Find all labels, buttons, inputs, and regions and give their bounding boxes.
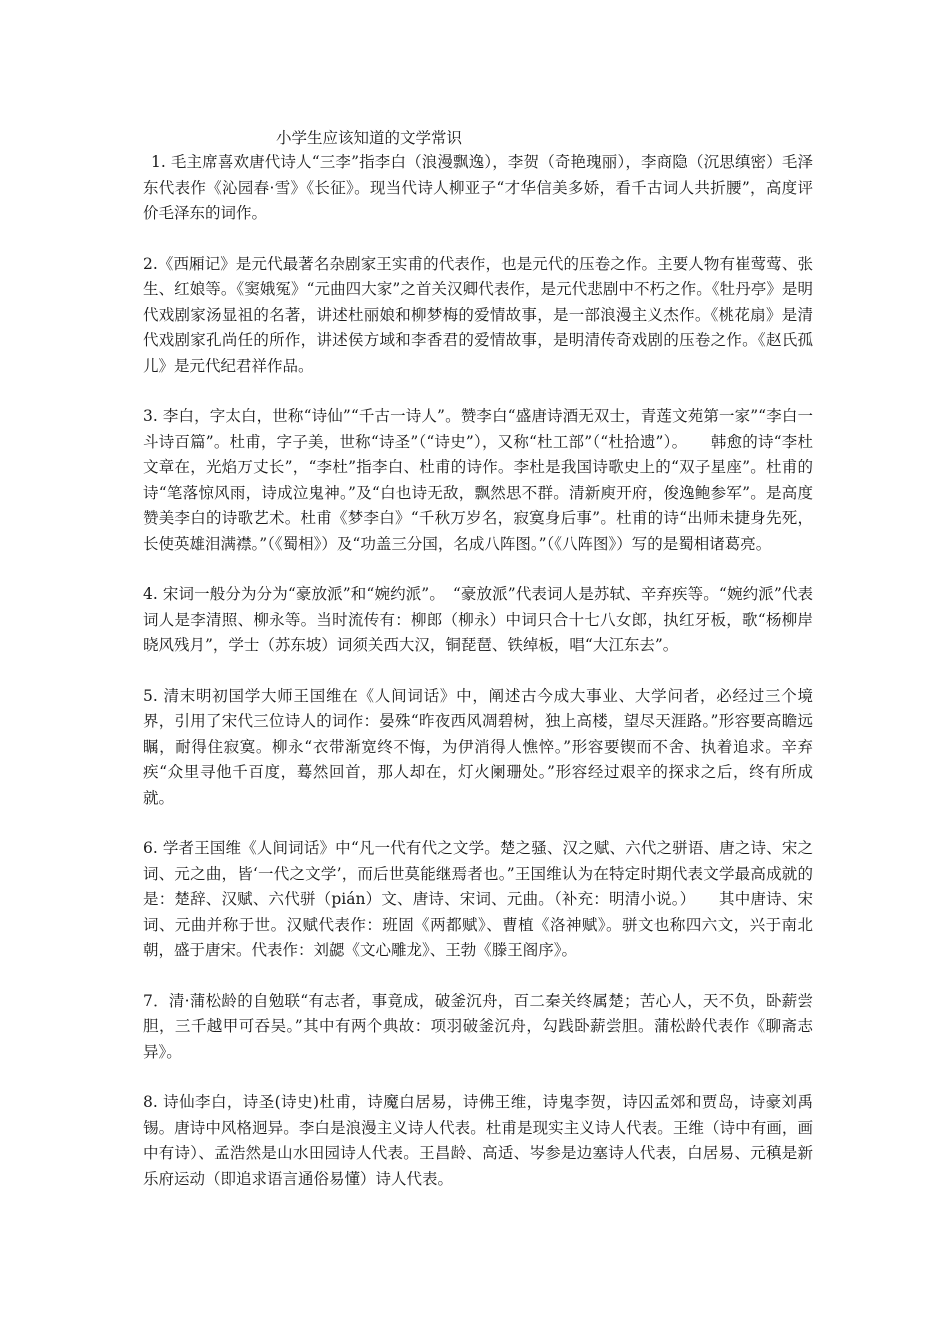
paragraph-7: 7．清·蒲松龄的自勉联“有志者，事竟成，破釜沉舟，百二秦关终属楚；苦心人，天不负，卧薪尝胆，三千越甲可吞吴。”其中有两个典故：项羽破釜沉舟，勾践卧薪尝胆。蒲松龄代表作《聊斋志异》。	[143, 991, 813, 1061]
paragraph-4: 4. 宋词一般分为分为“豪放派”和“婉约派”。 “豪放派”代表词人是苏轼、辛弃疾等。“婉约派”代表词人是李清照、柳永等。当时流传有：柳郎（柳永）中词只合十七八女郎，执红牙板，歌“杨柳岸晓风残月”，学士（苏东坡）词须关西大汉，铜琵琶、铁绰板，唱“大江东去”。	[143, 585, 813, 654]
paragraph-3: 3. 李白，字太白，世称“诗仙”“千古一诗人”。赞李白“盛唐诗酒无双士，青莲文苑第一家”“李白一斗诗百篇”。杜甫，字子美，世称“诗圣”（“诗史”），又称“杜工部”（“杜拾遗”）。 韩愈的诗“李杜文章在，光焰万丈长”，“李杜”指李白、杜甫的诗作。李杜是我国诗歌史上的“双子星座”。杜甫的诗“笔落惊风雨，诗成泣鬼神。”及“白也诗无敌，飘然思不群。清新庾开府，俊逸鲍参军”。是高度赞美李白的诗歌艺术。杜甫《梦李白》“千秋万岁名，寂寞身后事”。杜甫的诗“出师未捷身先死，长使英雄泪满襟。”（《蜀相》）及“功盖三分国，名成八阵图。”（《八阵图》）写的是蜀相诸葛亮。	[143, 407, 813, 553]
document-title: 小学生应该知道的文学常识	[276, 129, 463, 147]
paragraph-8: 8. 诗仙李白，诗圣(诗史)杜甫，诗魔白居易，诗佛王维，诗鬼李贺，诗囚孟郊和贾岛，诗豪刘禹锡。唐诗中风格迥异。李白是浪漫主义诗人代表。杜甫是现实主义诗人代表。王维（诗中有画，画中有诗）、孟浩然是山水田园诗人代表。王昌龄、高适、岑参是边塞诗人代表，白居易、元稹是新乐府运动（即追求语言通俗易懂）诗人代表。	[143, 1093, 813, 1188]
paragraph-6: 6. 学者王国维《人间词话》中“凡一代有代之文学。楚之骚、汉之赋、六代之骈语、唐之诗、宋之词、元之曲，皆‘一代之文学’，而后世莫能继焉者也。”王国维认为在特定时期代表文学最高成就的是：楚辞、汉赋、六代骈（pián）文、唐诗、宋词、元曲。（补充：明清小说。） 其中唐诗、宋词、元曲并称于世。汉赋代表作：班固《两都赋》、曹植《洛神赋》。骈文也称四六文，兴于南北朝，盛于唐宋。代表作：刘勰《文心雕龙》、王勃《滕王阁序》。	[143, 839, 813, 959]
paragraph-2: 2.《西厢记》是元代最著名杂剧家王实甫的代表作，也是元代的压卷之作。主要人物有崔莺莺、张生、红娘等。《窦娥冤》“元曲四大家”之首关汉卿代表作，是元代悲剧中不朽之作。《牡丹亭》是明代戏剧家汤显祖的名著，讲述杜丽娘和柳梦梅的爱情故事，是一部浪漫主义杰作。《桃花扇》是清代戏剧家孔尚任的所作，讲述侯方域和李香君的爱情故事，是明清传奇戏剧的压卷之作。《赵氏孤儿》是元代纪君祥作品。	[143, 254, 813, 375]
paragraph-5: 5. 清末明初国学大师王国维在《人间词话》中，阐述古今成大事业、大学问者，必经过三个境界，引用了宋代三位诗人的词作：晏殊“昨夜西风凋碧树，独上高楼，望尽天涯路。”形容要高瞻远瞩，耐得住寂寞。柳永“衣带渐宽终不悔，为伊消得人憔悴。”形容要锲而不舍、执着追求。辛弃疾“众里寻他千百度，蓦然回首，那人却在，灯火阑珊处。”形容经过艰辛的探求之后，终有所成就。	[143, 686, 813, 807]
paragraph-1: 1. 毛主席喜欢唐代诗人“三李”指李白（浪漫飘逸），李贺（奇艳瑰丽），李商隐（沉思缜密）毛泽东代表作《沁园春·雪》《长征》。现当代诗人柳亚子“才华信美多娇，看千古词人共折腰”，高度评价毛泽东的词作。	[143, 153, 813, 222]
document-body	[143, 150, 813, 1217]
